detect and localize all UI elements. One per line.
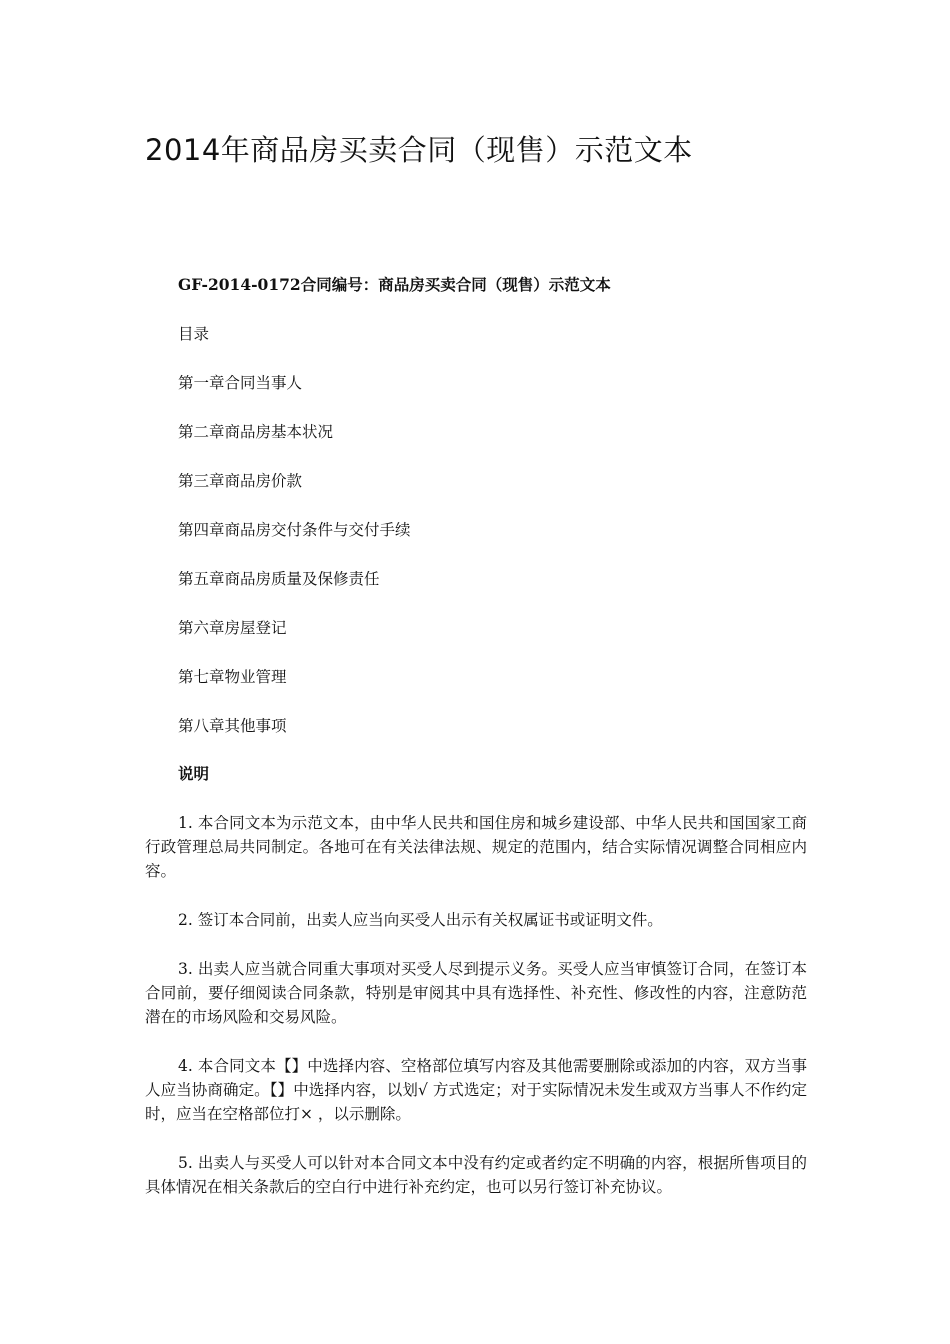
notes-list <box>145 811 807 1224</box>
toc-item: 第五章商品房质量及保修责任 <box>178 570 380 588</box>
note-item: 2. 签订本合同前，出卖人应当向买受人出示有关权属证书或证明文件。 <box>178 911 663 929</box>
toc-item: 第七章物业管理 <box>178 668 287 686</box>
note-item: 5. 出卖人与买受人可以针对本合同文本中没有约定或者约定不明确的内容，根据所售项目的具体情况在相关条款后的空白行中进行补充约定，也可以另行签订补充协议。 <box>145 1154 807 1196</box>
note-item: 3. 出卖人应当就合同重大事项对买受人尽到提示义务。买受人应当审慎签订合同，在签订本合同前，要仔细阅读合同条款，特别是审阅其中具有选择性、补充性、修改性的内容，注意防范潜在的市场风险和交易风险。 <box>145 960 807 1026</box>
note-item: 4. 本合同文本【】中选择内容、空格部位填写内容及其他需要删除或添加的内容，双方当事人应当协商确定。【】中选择内容，以划√ 方式选定；对于实际情况未发生或双方当事人不作约定时，应当在空格部位打× ，以示删除。 <box>145 1057 807 1123</box>
toc-heading: 目录 <box>178 325 210 343</box>
document-title: 2014年商品房买卖合同（现售）示范文本 <box>145 133 693 167</box>
toc-item: 第八章其他事项 <box>178 717 287 735</box>
toc-item: 第六章房屋登记 <box>178 619 287 637</box>
contract-code: GF-2014-0172合同编号：商品房买卖合同（现售）示范文本 <box>178 275 611 294</box>
toc-item: 第一章合同当事人 <box>178 374 303 392</box>
table-of-contents <box>178 322 411 763</box>
toc-item: 第二章商品房基本状况 <box>178 423 334 441</box>
toc-item: 第四章商品房交付条件与交付手续 <box>178 521 411 539</box>
note-item: 1. 本合同文本为示范文本，由中华人民共和国住房和城乡建设部、中华人民共和国国家工商行政管理总局共同制定。各地可在有关法律法规、规定的范围内，结合实际情况调整合同相应内容。 <box>145 814 807 880</box>
toc-item: 第三章商品房价款 <box>178 472 303 490</box>
notes-heading: 说明 <box>178 764 210 783</box>
